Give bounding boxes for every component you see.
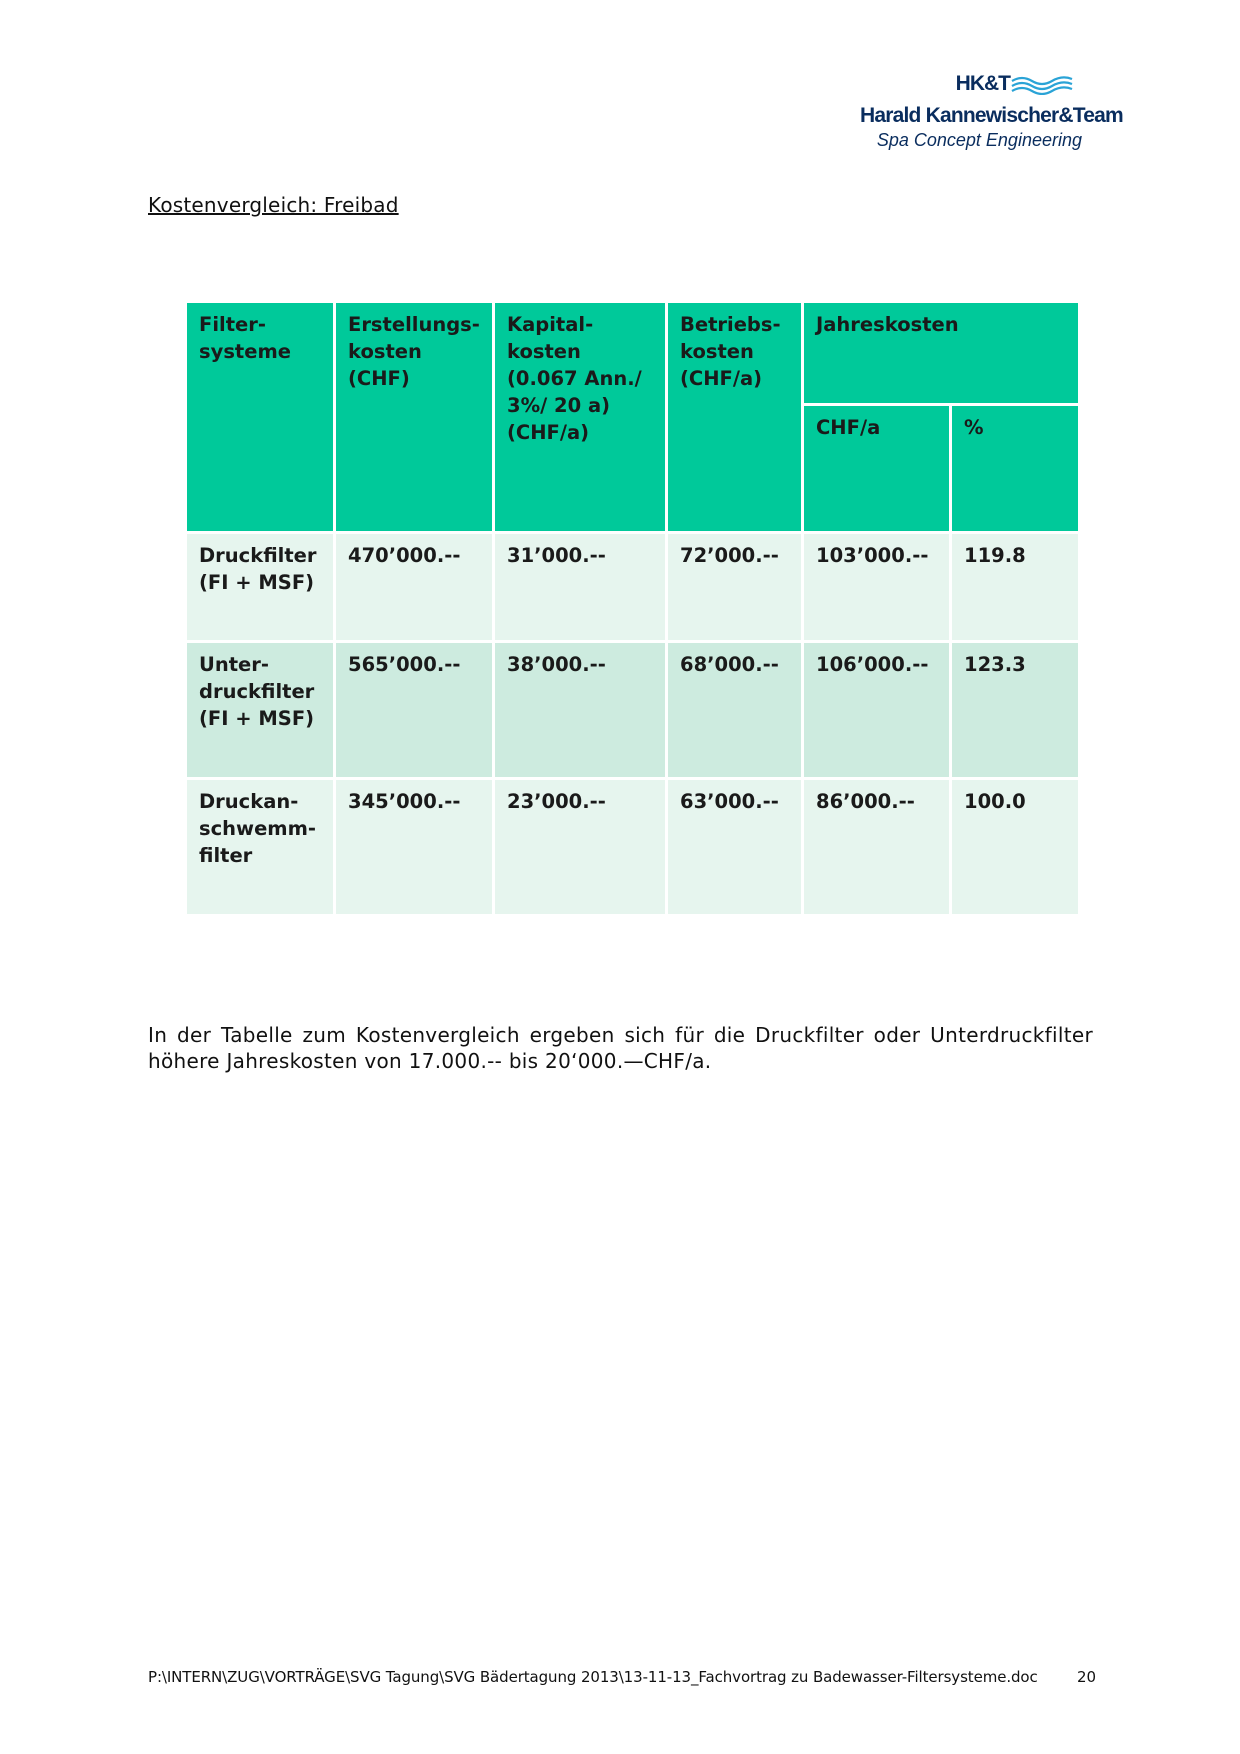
table-row: [187, 643, 1078, 777]
header-jahreskosten-label: Jahreskosten: [816, 313, 959, 336]
company-tagline: Spa Concept Engineering: [876, 130, 1082, 150]
company-logo: [860, 72, 1123, 151]
header-kapitalkosten-label: Kapital- kosten (0.067 Ann./ 3%/ 20 a) (CHF/a): [507, 313, 642, 444]
header-jahreskosten-chf: [804, 406, 949, 531]
header-erstellungskosten: [336, 303, 492, 531]
page-number: 20: [1077, 1668, 1097, 1686]
cell-jahreskosten-chf: 106’000.--: [804, 643, 949, 777]
company-name: Harald Kannewischer&Team: [860, 104, 1123, 127]
header-jahreskosten: [804, 303, 1078, 403]
cell-betriebskosten: 68’000.--: [668, 643, 801, 777]
cell-erstellungskosten: 345’000.--: [336, 780, 492, 914]
header-filter-systeme-label: Filter- systeme: [199, 313, 292, 363]
cell-erstellungskosten: 565’000.--: [336, 643, 492, 777]
header-jahreskosten-chf-label: CHF/a: [816, 416, 881, 439]
cell-kapitalkosten: 23’000.--: [495, 780, 665, 914]
header-kapitalkosten: [495, 303, 665, 531]
cell-filter-name: Druckfilter (FI + MSF): [187, 534, 333, 640]
cell-erstellungskosten: 470’000.--: [336, 534, 492, 640]
header-jahreskosten-pct: [952, 406, 1078, 531]
cost-comparison-table: [184, 300, 1081, 917]
footer-file-path: P:\INTERN\ZUG\VORTRÄGE\SVG Tagung\SVG Bädertagung 2013\13-11-13_Fachvortrag zu Badewasser-Filtersysteme.doc: [148, 1668, 1038, 1686]
cell-jahreskosten-pct: 119.8: [952, 534, 1078, 640]
cell-filter-name: Unter- druckfilter (FI + MSF): [187, 643, 333, 777]
header-jahreskosten-pct-label: %: [964, 416, 984, 439]
body-paragraph: In der Tabelle zum Kostenvergleich ergeben sich für die Druckfilter oder Unterdruckfilter höhere Jahreskosten von 17.000.-- bis 20‘000.—CHF/a.: [148, 1023, 1093, 1073]
header-betriebskosten-label: Betriebs- kosten (CHF/a): [680, 313, 781, 390]
cell-jahreskosten-chf: 103’000.--: [804, 534, 949, 640]
cell-kapitalkosten: 38’000.--: [495, 643, 665, 777]
header-erstellungskosten-label: Erstellungs- kosten (CHF): [348, 313, 480, 390]
table-row: [187, 534, 1078, 640]
header-filter-systeme: [187, 303, 333, 531]
wave-icon: [1010, 73, 1074, 95]
cell-jahreskosten-chf: 86’000.--: [804, 780, 949, 914]
section-heading: Kostenvergleich: Freibad: [148, 193, 399, 217]
cell-jahreskosten-pct: 123.3: [952, 643, 1078, 777]
cell-jahreskosten-pct: 100.0: [952, 780, 1078, 914]
cell-betriebskosten: 72’000.--: [668, 534, 801, 640]
cell-betriebskosten: 63’000.--: [668, 780, 801, 914]
cell-kapitalkosten: 31’000.--: [495, 534, 665, 640]
cell-filter-name: Druckan- schwemm- filter: [187, 780, 333, 914]
logo-mark: HK&T: [955, 72, 1010, 95]
table-row: [187, 780, 1078, 914]
header-betriebskosten: [668, 303, 801, 531]
